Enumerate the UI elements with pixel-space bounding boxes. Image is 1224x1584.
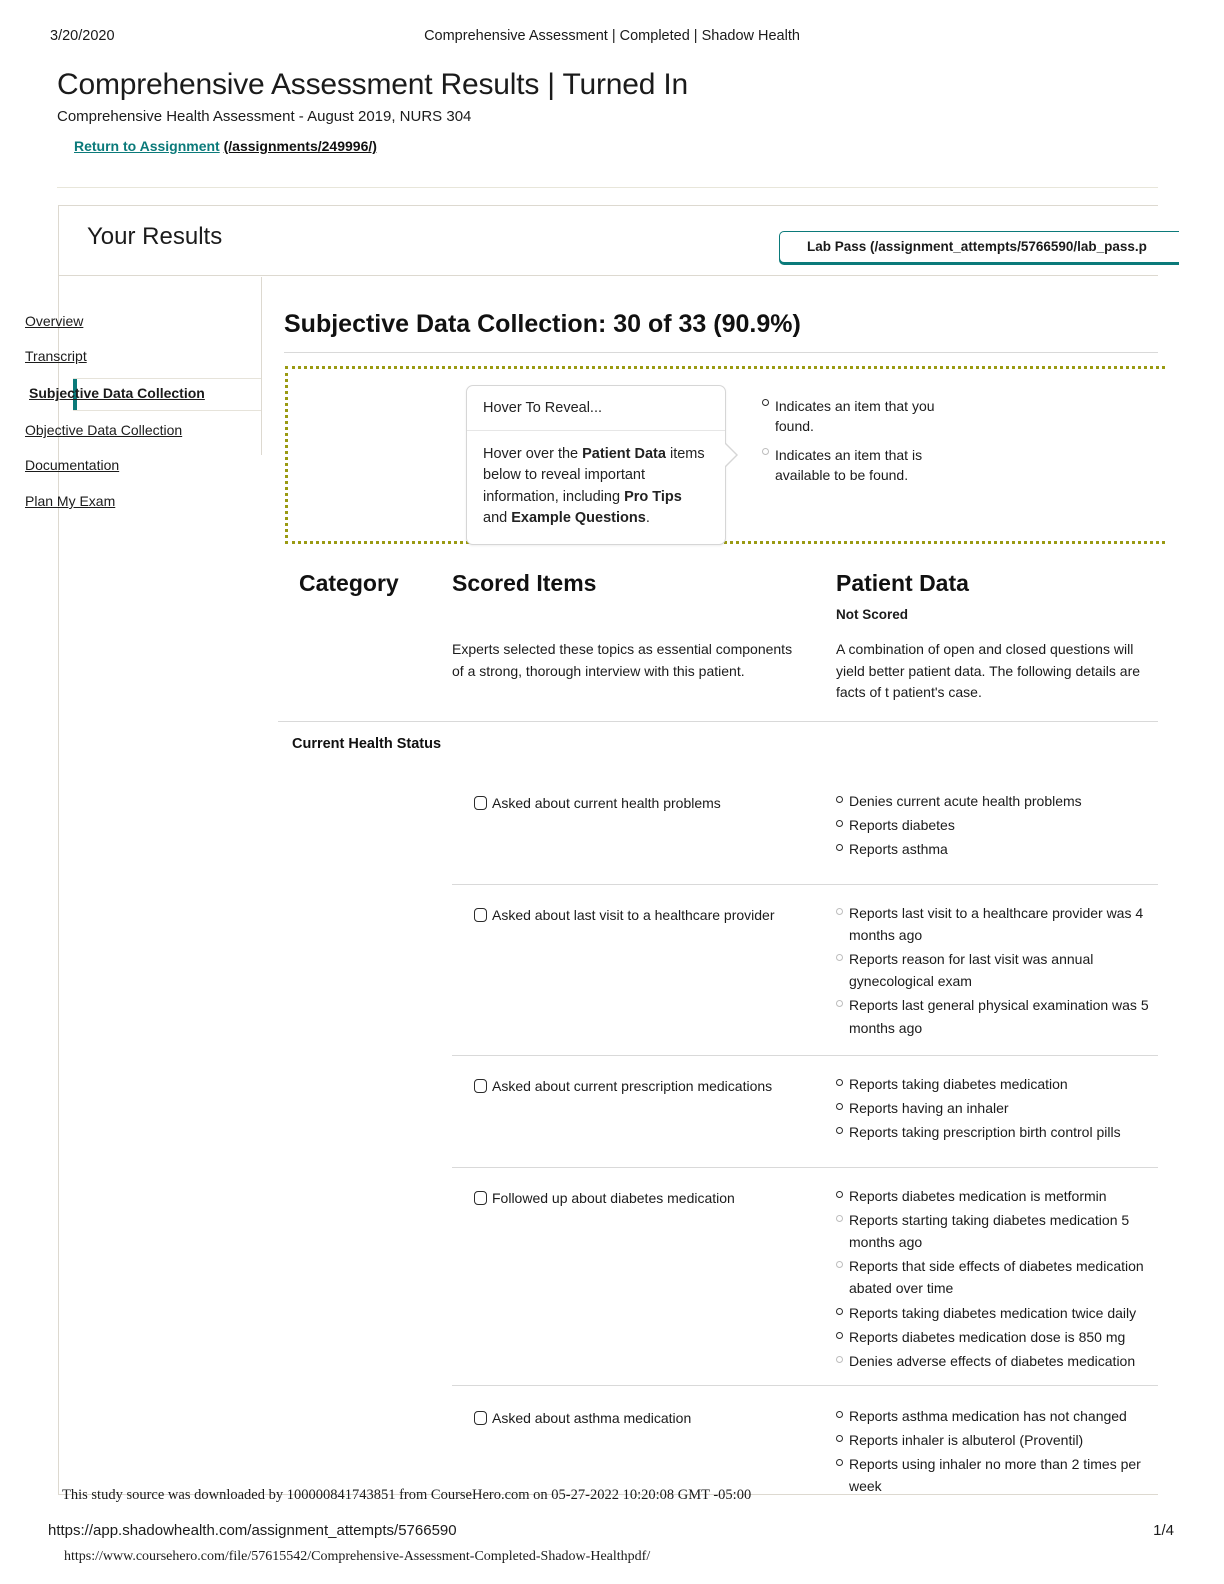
- scored-item-checkbox-row[interactable]: [474, 1078, 772, 1094]
- patient-data-item[interactable]: [836, 838, 1158, 860]
- found-bullet-icon: [836, 1459, 843, 1466]
- available-bullet-icon: [836, 908, 843, 915]
- patient-data-item[interactable]: [836, 1185, 1158, 1207]
- footer-page-number: 1/4: [1153, 1522, 1174, 1539]
- coursehero-notice: This study source was downloaded by 100000841743851 from CourseHero.com on 05-27-2022 10:20:08 GMT -05:00: [62, 1487, 752, 1503]
- row-divider: [452, 1167, 1158, 1168]
- category-label-current-health-status: Current Health Status: [292, 736, 442, 752]
- patient-data-text: Reports taking diabetes medication: [849, 1076, 1068, 1092]
- found-bullet-icon: [836, 1435, 843, 1442]
- section-divider: [284, 352, 1158, 353]
- patient-data-text: Reports reason for last visit was annual gynecological exam: [849, 951, 1094, 990]
- tooltip-text-3: and: [483, 510, 512, 527]
- legend: [762, 396, 962, 493]
- print-page-title: Comprehensive Assessment | Completed | Shadow Health: [424, 28, 800, 44]
- patient-data-item[interactable]: [836, 1405, 1158, 1427]
- patient-data-item[interactable]: [836, 1255, 1158, 1299]
- tooltip-arrow-inner-icon: [724, 443, 736, 467]
- checkbox-icon[interactable]: [474, 1079, 487, 1093]
- tooltip-bold-patient-data: Patient Data: [582, 446, 666, 462]
- patient-data-item[interactable]: [836, 1121, 1158, 1143]
- found-bullet-icon: [836, 1191, 843, 1198]
- column-header-patient-data: Patient Data: [836, 570, 969, 596]
- patient-data-text: Reports taking diabetes medication twice daily: [849, 1304, 1137, 1321]
- tooltip-text-4: .: [645, 510, 650, 527]
- checkbox-icon[interactable]: [474, 1411, 487, 1425]
- available-bullet-icon: [836, 1215, 843, 1222]
- tooltip-header: Hover To Reveal...: [467, 386, 725, 431]
- sidebar-item-documentation[interactable]: Documentation: [25, 457, 120, 473]
- patient-data-list: [836, 1185, 1158, 1374]
- patient-data-text: Reports having an inhaler: [849, 1100, 1009, 1117]
- patient-data-text: Reports that side effects of diabetes medication abated over time: [849, 1258, 1144, 1297]
- lab-pass-button-label: Lab Pass (/assignment_attempts/5766590/lab_pass.p: [807, 239, 1147, 254]
- column-header-scored-items: Scored Items: [452, 570, 597, 596]
- legend-row-found: [762, 396, 962, 437]
- hover-to-reveal-tooltip: [466, 385, 726, 545]
- available-bullet-icon: [836, 954, 843, 961]
- patient-data-text: Reports taking prescription birth control pills: [849, 1124, 1121, 1141]
- header-divider: [57, 187, 1158, 188]
- not-scored-label: Not Scored: [836, 607, 909, 622]
- print-date: 3/20/2020: [50, 28, 115, 44]
- sidebar-item-objective-data-collection[interactable]: Objective Data Collection: [25, 422, 183, 438]
- patient-data-text: Reports using inhaler no more than 2 times per week: [849, 1456, 1141, 1495]
- patient-data-item[interactable]: [836, 1350, 1158, 1372]
- patient-data-item[interactable]: [836, 994, 1158, 1038]
- patient-data-list: [836, 1405, 1158, 1499]
- patient-data-list: [836, 790, 1158, 862]
- patient-data-text: Reports last general physical examination was 5 months ago: [849, 997, 1149, 1036]
- row-divider: [452, 1055, 1158, 1056]
- patient-data-item[interactable]: [836, 1453, 1158, 1497]
- section-heading: Subjective Data Collection: 30 of 33 (90.9%): [284, 310, 801, 338]
- available-bullet-icon: [836, 1000, 843, 1007]
- scored-items-description: Experts selected these topics as essential components of a strong, thorough interview with this patient.: [452, 641, 793, 679]
- checkbox-icon[interactable]: [474, 1191, 487, 1205]
- tooltip-text-1: Hover over the: [483, 446, 583, 462]
- return-to-assignment-path[interactable]: (/assignments/249996/): [223, 138, 377, 154]
- patient-data-item[interactable]: [836, 1429, 1158, 1451]
- found-bullet-icon: [836, 1411, 843, 1418]
- patient-data-list: [836, 902, 1158, 1041]
- sidebar-item-plan-my-exam[interactable]: Plan My Exam: [25, 493, 116, 509]
- found-bullet-icon: [762, 399, 769, 406]
- lab-pass-button[interactable]: [779, 231, 1179, 263]
- found-bullet-icon: [836, 796, 843, 803]
- found-bullet-icon: [836, 1127, 843, 1134]
- sidebar-separator: [73, 378, 261, 379]
- return-to-assignment-label[interactable]: Return to Assignment: [74, 138, 220, 154]
- your-results-heading: Your Results: [87, 223, 223, 250]
- legend-available-label: Indicates an item that is available to be found.: [775, 446, 923, 483]
- patient-data-item[interactable]: [836, 1302, 1158, 1324]
- tooltip-bold-example-questions: Example Questions: [511, 510, 646, 527]
- patient-data-text: Reports diabetes: [849, 817, 955, 834]
- scored-item-label: Followed up about diabetes medication: [492, 1190, 735, 1206]
- patient-data-item[interactable]: [836, 948, 1158, 992]
- patient-data-text: Reports diabetes medication dose is 850 mg: [849, 1328, 1126, 1345]
- patient-data-text: Reports starting taking diabetes medication 5 months ago: [849, 1212, 1130, 1251]
- patient-data-item[interactable]: [836, 1073, 1158, 1095]
- sidebar-item-overview[interactable]: Overview: [25, 313, 84, 329]
- columns-divider: [278, 721, 1158, 722]
- sidebar-separator: [73, 410, 261, 411]
- column-header-category: Category: [299, 570, 399, 596]
- patient-data-text: Reports last visit to a healthcare provider was 4 months ago: [849, 905, 1144, 944]
- return-to-assignment-link[interactable]: [74, 138, 377, 154]
- patient-data-item[interactable]: [836, 1209, 1158, 1253]
- patient-data-item[interactable]: [836, 1326, 1158, 1348]
- found-bullet-icon: [836, 820, 843, 827]
- patient-data-list: [836, 1073, 1158, 1145]
- scored-item-checkbox-row[interactable]: [474, 1410, 691, 1426]
- found-bullet-icon: [836, 1308, 843, 1315]
- checkbox-icon[interactable]: [474, 908, 487, 922]
- patient-data-item[interactable]: [836, 790, 1158, 812]
- checkbox-icon[interactable]: [474, 796, 487, 810]
- patient-data-text: Denies adverse effects of diabetes medication: [849, 1352, 1136, 1369]
- tooltip-body: [467, 431, 725, 544]
- scored-item-checkbox-row[interactable]: [474, 795, 721, 811]
- legend-row-available: [762, 445, 962, 486]
- page-title: Comprehensive Assessment Results | Turned In: [57, 68, 688, 101]
- found-bullet-icon: [836, 1079, 843, 1086]
- scored-item-label: Asked about current health problems: [492, 795, 721, 811]
- legend-found-label: Indicates an item that you found.: [775, 398, 935, 435]
- patient-data-item[interactable]: [836, 814, 1158, 836]
- patient-data-text: Reports asthma: [849, 841, 948, 858]
- patient-data-description: A combination of open and closed questions will yield better patient data. The following details are facts of t patient's case.: [836, 641, 1144, 701]
- footer-url: https://app.shadowhealth.com/assignment_attempts/5766590: [48, 1522, 457, 1539]
- patient-data-text: Reports inhaler is albuterol (Proventil): [849, 1432, 1084, 1449]
- page-subtitle: Comprehensive Health Assessment - August 2019, NURS 304: [57, 108, 472, 125]
- sidebar-item-transcript[interactable]: Transcript: [25, 348, 87, 364]
- patient-data-item[interactable]: [836, 902, 1158, 946]
- row-divider: [452, 884, 1158, 885]
- patient-data-item[interactable]: [836, 1097, 1158, 1119]
- tooltip-text-2: items below to reveal important information, including: [483, 446, 705, 505]
- found-bullet-icon: [836, 1103, 843, 1110]
- patient-data-text: Reports asthma medication has not changed: [849, 1408, 1127, 1424]
- patient-data-text: Reports diabetes medication is metformin: [849, 1188, 1107, 1204]
- row-divider: [452, 1385, 1158, 1386]
- found-bullet-icon: [836, 1332, 843, 1339]
- available-bullet-icon: [836, 1261, 843, 1268]
- scored-item-label: Asked about last visit to a healthcare provider: [492, 907, 775, 923]
- scored-item-checkbox-row[interactable]: [474, 907, 775, 923]
- available-bullet-icon: [762, 448, 769, 455]
- patient-data-text: Denies current acute health problems: [849, 793, 1082, 809]
- scored-item-label: Asked about asthma medication: [492, 1410, 692, 1426]
- scored-item-label: Asked about current prescription medications: [492, 1078, 773, 1094]
- scored-item-checkbox-row[interactable]: [474, 1190, 735, 1206]
- tooltip-bold-pro-tips: Pro Tips: [624, 488, 682, 505]
- found-bullet-icon: [836, 844, 843, 851]
- sidebar-item-subjective-data-collection[interactable]: Subjective Data Collection: [29, 385, 205, 401]
- available-bullet-icon: [836, 1356, 843, 1363]
- footer-coursehero-url: https://www.coursehero.com/file/57615542/Comprehensive-Assessment-Completed-Shadow-Healthpdf/: [64, 1549, 651, 1564]
